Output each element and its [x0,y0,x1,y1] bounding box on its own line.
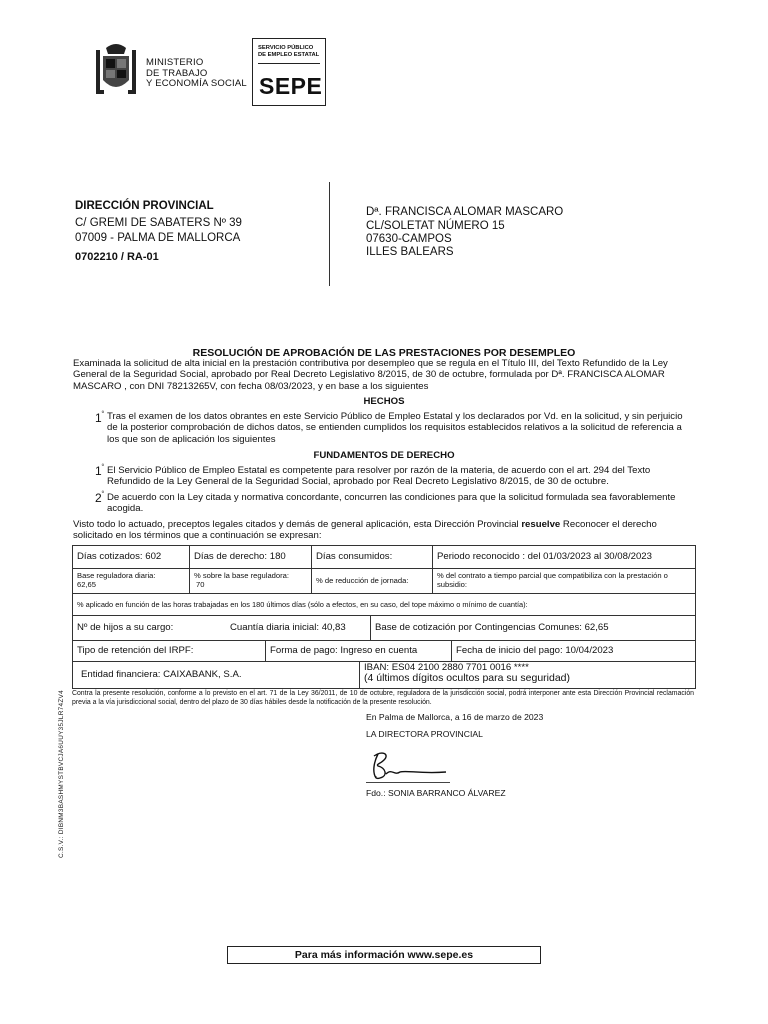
pct-reduccion-jornada: % de reducción de jornada: [312,568,433,593]
base-cotizacion: Base de cotización por Contingencias Comunes: 62,65 [375,622,609,633]
fund-1-text: El Servicio Público de Empleo Estatal es competente para resolver por razón de la materia, de acuerdo con el art. 294 del Texto Refundido de la Ley General de la Seguridad Social, aprobado por Real Decreto Legislativo 8/2015, de 30 de octubre. [107,465,651,488]
sender-code: 0702210 / RA-01 [75,251,159,263]
dias-consumidos: Días consumidos: [312,546,433,568]
hechos-title: HECHOS [363,396,405,407]
table-row [73,640,695,662]
ministry-line: Y ECONOMÍA SOCIAL [146,78,247,89]
sender-address-1: C/ GREMI DE SABATERS Nº 39 [75,217,242,229]
sender-address-2: 07009 - PALMA DE MALLORCA [75,232,241,244]
base-reguladora: Base reguladora diaria: 62,65 [73,568,190,593]
place-date: En Palma de Mallorca, a 16 de marzo de 2023 [366,712,544,722]
sepe-logo [252,38,326,106]
hijos-a-cargo: Nº de hijos a su cargo: Cuantía diaria inicial: 40,83 [73,615,371,640]
ministry-name [146,58,247,90]
pct-base-reguladora: % sobre la base reguladora: 70 [190,568,312,593]
sepe-wordmark: SEPE [259,73,323,99]
fundamentos-title: FUNDAMENTOS DE DERECHO [313,450,455,461]
resolution-intro: Examinada la solicitud de alta inicial en la prestación contributiva por desempleo que se regula en el Título III, del Texto Refundido de la Ley General de la Seguridad Social, aprobado por Real Decreto Legislativo 8/2015, de 30 de octubre, formulada por Dª. FRANCISCA ALOMAR MASCARO , con DNI 78213265V, con fecha 08/03/2023, y en base a los siguientes [73,358,668,392]
periodo-reconocido: Periodo reconocido : del 01/03/2023 al 30/08/2023 [437,551,652,562]
ministry-line: MINISTERIO [146,57,204,68]
benefit-details-table [72,545,696,689]
resolve-paragraph: Visto todo lo actuado, preceptos legales citados y demás de general aplicación, esta Dirección Provincial resuelve Reconocer el derecho solicitado en los términos que a continuación se expresan: [73,519,657,542]
forma-de-pago: Forma de pago: Ingreso en cuenta [266,640,452,661]
hechos-1-number: $1^º$ [95,411,104,425]
handwritten-signature [368,746,450,784]
dias-cotizados: Días cotizados: 602 [73,546,190,568]
hechos-1-text: Tras el examen de los datos obrantes en este Servicio Público de Empleo Estatal y los declarados por Vd. en la solicitud, y sin perjuicio de la posterior comprobación de dichos datos, se entienden cumplidos los requisitos establecidos relativos a la solicitud de referencia a los que son de aplicación los siguientes [107,411,683,445]
recipient-city: 07630-CAMPOS [366,233,452,245]
sepe-subtitle: SERVICIO PÚBLICO DE EMPLEO ESTATAL [258,45,320,58]
legal-note: Contra la presente resolución, conforme a lo previsto en el art. 71 de la Ley 36/2011, de 10 de octubre, reguladora de la jurisdicción social, podrá interponer ante esta Dirección Provincial reclamación previa a la vía jurisdiccional social, dentro del plazo de 30 días hábiles desde la notificación de la presente resolución. [72,690,694,706]
coat-of-arms-logo [94,40,138,102]
signer-role: LA DIRECTORA PROVINCIAL [366,729,483,739]
fund-2-text: De acuerdo con la Ley citada y normativa concordante, concurren las condiciones para que la solicitud formulada sea favorablemente acogida. [107,492,676,515]
pct-contrato-parcial: % del contrato a tiempo parcial que compatibiliza con la prestación o subsidio: [437,571,668,589]
iban: IBAN: ES04 2100 2880 7701 0016 **** (4 últimos dígitos ocultos para su seguridad) [364,662,571,684]
table-row [73,661,695,688]
entidad-financiera: Entidad financiera: CAIXABANK, S.A. [73,661,360,688]
recipient-name: Dª. FRANCISCA ALOMAR MASCARO [366,206,564,218]
table-row [73,568,695,594]
footer-info: Para más información www.sepe.es [227,946,541,964]
signer-name: Fdo.: SONIA BARRANCO ÁLVAREZ [366,788,506,798]
table-row [73,593,695,616]
recipient-street: CL/SOLETAT NÚMERO 15 [366,220,505,232]
dias-derecho: Días de derecho: 180 [190,546,312,568]
table-row [73,615,695,641]
fecha-inicio-pago: Fecha de inicio del pago: 10/04/2023 [456,645,614,656]
csv-code: C.S.V.: DIBNM3BASHMYSTBVCJA6UUY35JLR74ZV4 [58,690,65,858]
divider [329,182,330,286]
pct-horas-trabajadas: % aplicado en función de las horas trabajadas en los 180 últimos días (sólo a efectos, en su caso, del tope máximo o mínimo de cuantía): [77,600,528,609]
sender-title: DIRECCIÓN PROVINCIAL [75,200,214,212]
resolution-title: RESOLUCIÓN DE APROBACIÓN DE LAS PRESTACIONES POR DESEMPLEO [192,347,576,359]
fund-2-number: $2^º$ [95,491,104,505]
recipient-region: ILLES BALEARS [366,246,454,258]
fund-1-number: $1^º$ [95,464,104,478]
retencion-irpf: Tipo de retención del IRPF: [73,640,266,661]
ministry-line: DE TRABAJO [146,67,208,79]
table-row [73,546,695,569]
